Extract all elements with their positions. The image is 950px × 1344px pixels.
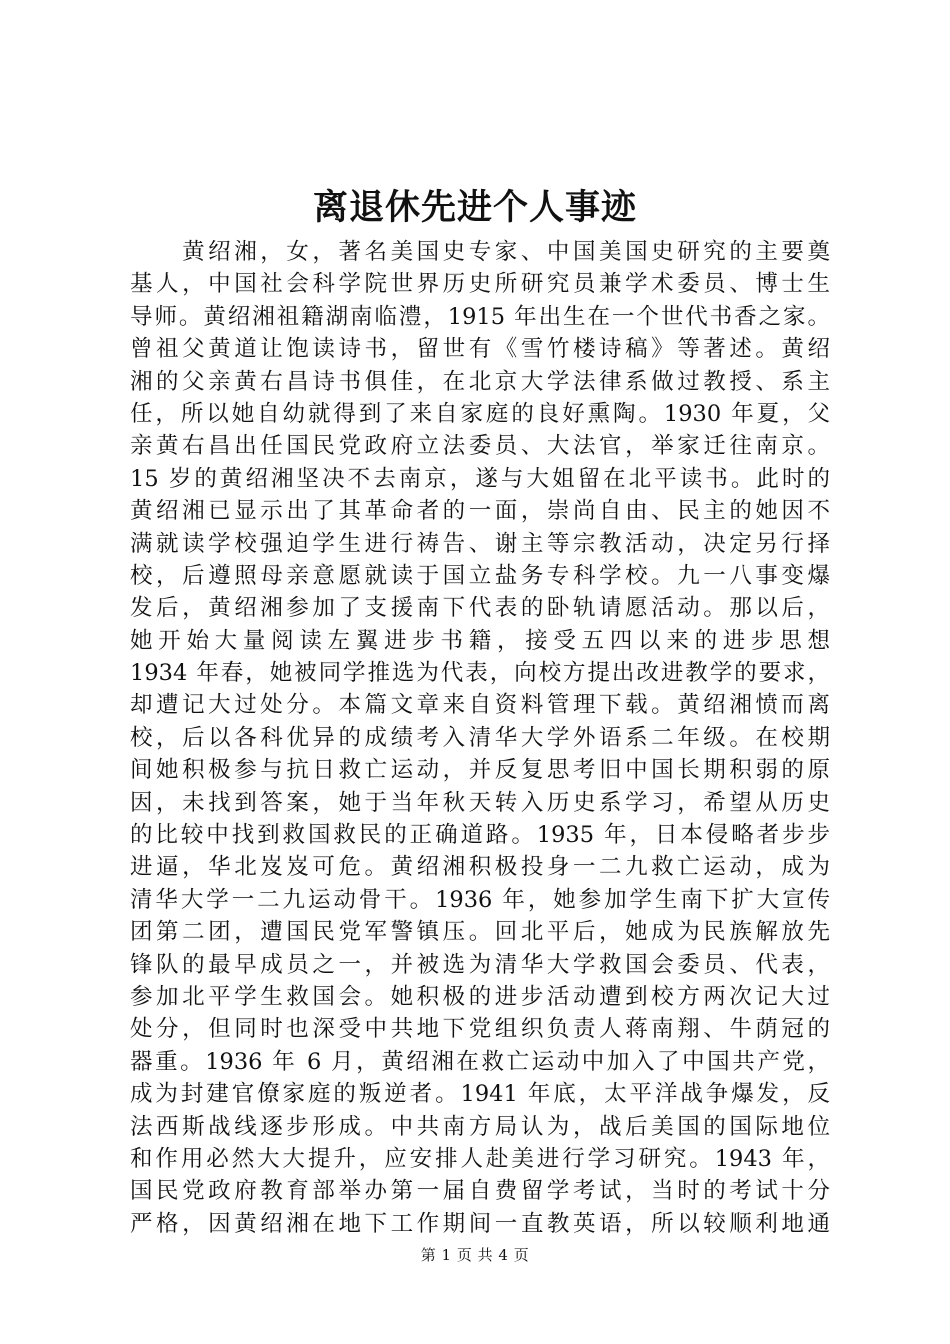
body-line-5: 湘的父亲黄右昌诗书俱佳，在北京大学法律系做过教授、系主 xyxy=(130,368,830,395)
body-line-2: 基人，中国社会科学院世界历史所研究员兼学术委员、博士生 xyxy=(130,271,830,298)
body-line-24: 参加北平学生救国会。她积极的进步活动遭到校方两次记大过 xyxy=(130,983,830,1010)
document-body xyxy=(130,236,830,1240)
body-line-27: 成为封建官僚家庭的叛逆者。1941 年底，太平洋战争爆发，反 xyxy=(130,1081,830,1108)
body-line-7: 亲黄右昌出任国民党政府立法委员、大法官，举家迁往南京。 xyxy=(130,433,830,460)
body-line-13: 她开始大量阅读左翼进步书籍，接受五四以来的进步思想 xyxy=(130,627,830,654)
body-line-14: 1934 年春，她被同学推选为代表，向校方提出改进教学的要求， xyxy=(130,660,830,687)
body-line-1: 黄绍湘，女，著名美国史专家、中国美国史研究的主要奠 xyxy=(130,239,830,265)
page-number-footer: 第 1 页 共 4 页 xyxy=(420,1246,530,1264)
body-line-15: 却遭记大过处分。本篇文章来自资料管理下载。黄绍湘愤而离 xyxy=(130,692,830,719)
body-line-23: 锋队的最早成员之一，并被选为清华大学救国会委员、代表， xyxy=(130,951,830,978)
body-line-19: 的比较中找到救国救民的正确道路。1935 年，日本侵略者步步 xyxy=(130,822,830,849)
body-line-12: 发后，黄绍湘参加了支援南下代表的卧轨请愿活动。那以后， xyxy=(130,595,830,622)
body-line-6: 任，所以她自幼就得到了来自家庭的良好熏陶。1930 年夏，父 xyxy=(130,400,830,427)
body-line-25: 处分，但同时也深受中共地下党组织负责人蒋南翔、牛荫冠的 xyxy=(130,1016,830,1043)
body-line-21: 清华大学一二九运动骨干。1936 年，她参加学生南下扩大宣传 xyxy=(130,886,830,913)
body-line-26: 器重。1936 年 6 月，黄绍湘在救亡运动中加入了中国共产党， xyxy=(130,1048,830,1075)
body-line-4: 曾祖父黄道让饱读诗书，留世有《雪竹楼诗稿》等著述。黄绍 xyxy=(130,336,830,363)
body-line-28: 法西斯战线逐步形成。中共南方局认为，战后美国的国际地位 xyxy=(130,1113,830,1140)
body-line-18: 因，未找到答案，她于当年秋天转入历史系学习，希望从历史 xyxy=(130,789,830,816)
body-line-17: 间她积极参与抗日救亡运动，并反复思考旧中国长期积弱的原 xyxy=(130,757,830,784)
page-title: 离退休先进个人事迹 xyxy=(312,187,637,228)
body-line-10: 满就读学校强迫学生进行祷告、谢主等宗教活动，决定另行择 xyxy=(130,530,830,557)
body-line-29: 和作用必然大大提升，应安排人赴美进行学习研究。1943 年， xyxy=(130,1145,830,1172)
body-line-30: 国民党政府教育部举办第一届自费留学考试，当时的考试十分 xyxy=(130,1178,830,1205)
body-line-3: 导师。黄绍湘祖籍湖南临澧，1915 年出生在一个世代书香之家。 xyxy=(130,303,830,330)
body-line-22: 团第二团，遭国民党军警镇压。回北平后，她成为民族解放先 xyxy=(130,919,830,946)
body-line-20: 进逼，华北岌岌可危。黄绍湘积极投身一二九救亡运动，成为 xyxy=(130,854,830,881)
body-line-8: 15 岁的黄绍湘坚决不去南京，遂与大姐留在北平读书。此时的 xyxy=(130,465,830,492)
body-line-16: 校，后以各科优异的成绩考入清华大学外语系二年级。在校期 xyxy=(130,724,830,751)
body-line-9: 黄绍湘已显示出了其革命者的一面，崇尚自由、民主的她因不 xyxy=(130,498,830,525)
body-line-31: 严格，因黄绍湘在地下工作期间一直教英语，所以较顺利地通 xyxy=(130,1210,830,1237)
body-line-11: 校，后遵照母亲意愿就读于国立盐务专科学校。九一八事变爆 xyxy=(130,562,830,589)
